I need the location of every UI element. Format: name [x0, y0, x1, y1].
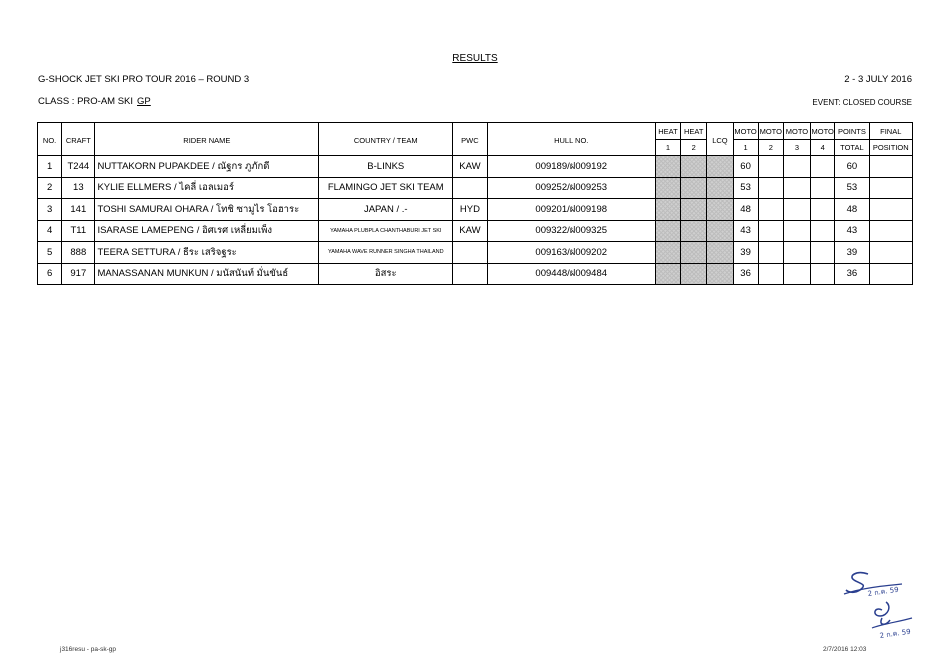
cell-heat1-shaded [655, 177, 680, 199]
cell-heat1-shaded [655, 156, 680, 178]
cell-heat1-shaded [655, 242, 680, 264]
cell-heat2-shaded [681, 263, 707, 285]
cell-moto1: 53 [733, 177, 758, 199]
cell-total: 43 [835, 220, 869, 242]
cell-country: JAPAN / .- [319, 199, 453, 221]
cell-rider: MANASSANAN MUNKUN / มนัสนันท์ มั่นขันธ์ [95, 263, 319, 285]
col-points: POINTS [835, 123, 869, 140]
results-table [37, 122, 913, 285]
col-moto1: MOTO [733, 123, 758, 140]
cell-moto3 [783, 242, 810, 264]
footer-filename: j316resu - pa-sk-gp [60, 646, 116, 653]
cell-moto4 [811, 177, 835, 199]
cell-moto3 [783, 156, 810, 178]
cell-moto1: 39 [733, 242, 758, 264]
cell-heat1-shaded [655, 263, 680, 285]
col-moto2-num: 2 [758, 140, 783, 156]
cell-lcq-shaded [707, 177, 733, 199]
svg-text:2 ก.ค. 59: 2 ก.ค. 59 [879, 627, 912, 640]
col-heat2-num: 2 [681, 140, 707, 156]
event-type: EVENT: CLOSED COURSE [812, 98, 912, 107]
cell-heat2-shaded [681, 242, 707, 264]
cell-moto3 [783, 177, 810, 199]
col-heat1: HEAT [655, 123, 680, 140]
cell-total: 36 [835, 263, 869, 285]
col-moto2: MOTO [758, 123, 783, 140]
cell-craft: 888 [62, 242, 95, 264]
cell-pwc: KAW [453, 220, 487, 242]
class-value: GP [137, 96, 151, 107]
cell-no: 6 [38, 263, 62, 285]
cell-moto4 [811, 220, 835, 242]
cell-moto1: 36 [733, 263, 758, 285]
cell-moto2 [758, 156, 783, 178]
cell-heat2-shaded [681, 156, 707, 178]
cell-no: 4 [38, 220, 62, 242]
cell-final [869, 263, 912, 285]
cell-country: YAMAHA PLUBPLA CHANTHABURI JET SKI [319, 220, 453, 242]
cell-moto4 [811, 156, 835, 178]
col-moto3: MOTO [783, 123, 810, 140]
cell-lcq-shaded [707, 242, 733, 264]
cell-no: 5 [38, 242, 62, 264]
col-no: NO. [38, 123, 62, 156]
cell-moto2 [758, 199, 783, 221]
cell-moto1: 43 [733, 220, 758, 242]
cell-total: 53 [835, 177, 869, 199]
signature-mark [842, 566, 920, 646]
cell-moto2 [758, 220, 783, 242]
col-pwc: PWC [453, 123, 487, 156]
cell-lcq-shaded [707, 263, 733, 285]
cell-moto4 [811, 263, 835, 285]
table-row [38, 220, 913, 242]
table-row [38, 242, 913, 264]
col-craft: CRAFT [62, 123, 95, 156]
cell-country: อิสระ [319, 263, 453, 285]
event-name: G-SHOCK JET SKI PRO TOUR 2016 – ROUND 3 [38, 74, 250, 85]
cell-heat2-shaded [681, 177, 707, 199]
cell-pwc: HYD [453, 199, 487, 221]
cell-heat2-shaded [681, 220, 707, 242]
cell-rider: KYLIE ELLMERS / ไคลี่ เอลเมอร์ [95, 177, 319, 199]
table-row [38, 199, 913, 221]
cell-no: 2 [38, 177, 62, 199]
cell-moto2 [758, 263, 783, 285]
cell-moto3 [783, 220, 810, 242]
footer-timestamp: 2/7/2016 12:03 [823, 646, 867, 653]
cell-moto2 [758, 177, 783, 199]
cell-hull: 009189/ฝ009192 [487, 156, 655, 178]
cell-moto3 [783, 199, 810, 221]
col-rider: RIDER NAME [95, 123, 319, 156]
cell-final [869, 177, 912, 199]
cell-pwc [453, 242, 487, 264]
cell-pwc: KAW [453, 156, 487, 178]
cell-country: YAMAHA WAVE RUNNER SINGHA THAILAND [319, 242, 453, 264]
cell-lcq-shaded [707, 199, 733, 221]
svg-text:2 ก.ค. 59: 2 ก.ค. 59 [867, 585, 900, 598]
cell-country: B-LINKS [319, 156, 453, 178]
col-country: COUNTRY / TEAM [319, 123, 453, 156]
cell-rider: TEERA SETTURA / ธีระ เสริจฐระ [95, 242, 319, 264]
col-moto3-num: 3 [783, 140, 810, 156]
cell-craft: 141 [62, 199, 95, 221]
table-row [38, 177, 913, 199]
cell-heat2-shaded [681, 199, 707, 221]
cell-pwc [453, 263, 487, 285]
cell-final [869, 242, 912, 264]
cell-total: 48 [835, 199, 869, 221]
cell-final [869, 199, 912, 221]
col-lcq: LCQ [707, 123, 733, 156]
col-final-position: POSITION [869, 140, 912, 156]
cell-no: 3 [38, 199, 62, 221]
cell-moto2 [758, 242, 783, 264]
cell-hull: 009163/ฝ009202 [487, 242, 655, 264]
cell-country: FLAMINGO JET SKI TEAM [319, 177, 453, 199]
cell-no: 1 [38, 156, 62, 178]
header-row [38, 123, 913, 140]
col-points-total: TOTAL [835, 140, 869, 156]
col-final: FINAL [869, 123, 912, 140]
table-row [38, 156, 913, 178]
cell-lcq-shaded [707, 156, 733, 178]
col-heat2: HEAT [681, 123, 707, 140]
cell-craft: 917 [62, 263, 95, 285]
cell-craft: T11 [62, 220, 95, 242]
col-hull: HULL NO. [487, 123, 655, 156]
class-label: CLASS : PRO-AM SKI [38, 96, 134, 107]
cell-moto3 [783, 263, 810, 285]
cell-hull: 009252/ฝ009253 [487, 177, 655, 199]
cell-heat1-shaded [655, 220, 680, 242]
cell-total: 60 [835, 156, 869, 178]
cell-rider: NUTTAKORN PUPAKDEE / ณัฐกร ภูภักดี [95, 156, 319, 178]
cell-total: 39 [835, 242, 869, 264]
cell-moto4 [811, 242, 835, 264]
cell-moto1: 60 [733, 156, 758, 178]
cell-rider: TOSHI SAMURAI OHARA / โทชิ ซามูไร โอฮาระ [95, 199, 319, 221]
cell-final [869, 220, 912, 242]
cell-heat1-shaded [655, 199, 680, 221]
cell-lcq-shaded [707, 220, 733, 242]
cell-moto4 [811, 199, 835, 221]
col-heat1-num: 1 [655, 140, 680, 156]
col-moto1-num: 1 [733, 140, 758, 156]
col-moto4: MOTO [811, 123, 835, 140]
table-row [38, 263, 913, 285]
cell-hull: 009322/ฝ009325 [487, 220, 655, 242]
event-date: 2 - 3 JULY 2016 [844, 74, 912, 85]
cell-hull: 009201/ฝ009198 [487, 199, 655, 221]
cell-craft: T244 [62, 156, 95, 178]
cell-craft: 13 [62, 177, 95, 199]
cell-hull: 009448/ฝ009484 [487, 263, 655, 285]
col-moto4-num: 4 [811, 140, 835, 156]
class-line [38, 96, 151, 107]
cell-moto1: 48 [733, 199, 758, 221]
page-title: RESULTS [452, 53, 498, 64]
cell-final [869, 156, 912, 178]
cell-pwc [453, 177, 487, 199]
cell-rider: ISARASE LAMEPENG / อิศเรศ เหลี่ยมเพ็ง [95, 220, 319, 242]
